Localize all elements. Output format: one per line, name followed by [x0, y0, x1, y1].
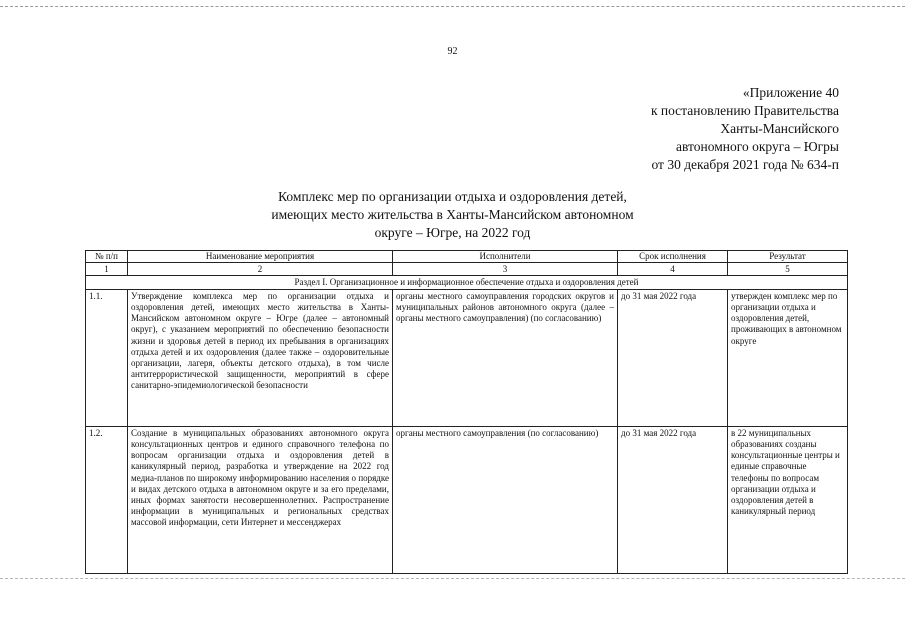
row-result: в 22 муниципальных образованиях созданы консультационные центры и единые справочные телефоны по вопросам организации отдыха и оздоровления детей в каникулярный период — [728, 426, 848, 573]
appendix-line: «Приложение 40 — [742, 85, 839, 100]
table-header-row — [86, 251, 848, 263]
scan-artifact-top — [0, 6, 905, 7]
header-deadline: Срок исполнения — [618, 251, 728, 263]
column-number: 1 — [86, 263, 128, 276]
document-title — [0, 188, 905, 242]
column-number-row — [86, 263, 848, 276]
table-row — [86, 426, 848, 573]
title-line: округе – Югре, на 2022 год — [374, 225, 531, 240]
row-activity-name: Утверждение комплекса мер по организации отдыха и оздоровления детей, имеющих место жительства в Ханты-Мансийском автономном округе – Югре (далее – автономный округ), с указанием мероприятий по обеспечению безопасности жизни и здоровья детей в период их пребывания в организациях отдыха детей и их оздоровления (далее также – оздоровительные организации, лагеря, объекты детского отдыха), в том числе антитеррористической защищенности, мероприятий в сфере санитарно-эпидемиологической безопасности — [128, 289, 393, 426]
measures-table — [85, 250, 848, 574]
row-activity-name: Создание в муниципальных образованиях автономного округа консультационных центров и единого справочного телефона по вопросам организации отдыха и оздоровления детей в каникулярный период, разработка и утверждение на 2022 год медиа-планов по широкому информированию населения о порядке и видах детского отдыха в автономном округе и за его пределами, иных формах занятости несовершеннолетних. Распространение информации в муниципальных и региональных средствах массовой информации, сети Интернет и мессенджерах — [128, 426, 393, 573]
table-row — [86, 289, 848, 426]
appendix-line: к постановлению Правительства — [650, 103, 839, 118]
row-executors: органы местного самоуправления (по согласованию) — [393, 426, 618, 573]
title-line: имеющих место жительства в Ханты-Мансийском автономном — [271, 207, 634, 222]
appendix-line: автономного округа – Югры — [676, 139, 839, 154]
page-number: 92 — [447, 46, 458, 57]
section-row — [86, 276, 848, 290]
title-line: Комплекс мер по организации отдыха и оздоровления детей, — [278, 189, 627, 204]
row-result: утвержден комплекс мер по организации отдыха и оздоровления детей, проживающих в автономном округе — [728, 289, 848, 426]
row-number: 1.2. — [86, 426, 128, 573]
column-number: 3 — [393, 263, 618, 276]
header-number: № п/п — [86, 251, 128, 263]
section-title: Раздел I. Организационное и информационное обеспечение отдыха и оздоровления детей — [86, 276, 848, 290]
column-number: 4 — [618, 263, 728, 276]
row-executors: органы местного самоуправления городских округов и муниципальных районов автономного округа (далее – органы местного самоуправления) (по согласованию) — [393, 289, 618, 426]
row-number: 1.1. — [86, 289, 128, 426]
header-activity-name: Наименование мероприятия — [128, 251, 393, 263]
row-deadline: до 31 мая 2022 года — [618, 289, 728, 426]
header-executors: Исполнители — [393, 251, 618, 263]
appendix-line: от 30 декабря 2021 года № 634-п — [651, 157, 839, 172]
column-number: 2 — [128, 263, 393, 276]
column-number: 5 — [728, 263, 848, 276]
row-deadline: до 31 мая 2022 года — [618, 426, 728, 573]
header-result: Результат — [728, 251, 848, 263]
appendix-block — [651, 84, 839, 174]
scan-artifact-bottom — [0, 578, 905, 579]
appendix-line: Ханты-Мансийского — [720, 121, 839, 136]
